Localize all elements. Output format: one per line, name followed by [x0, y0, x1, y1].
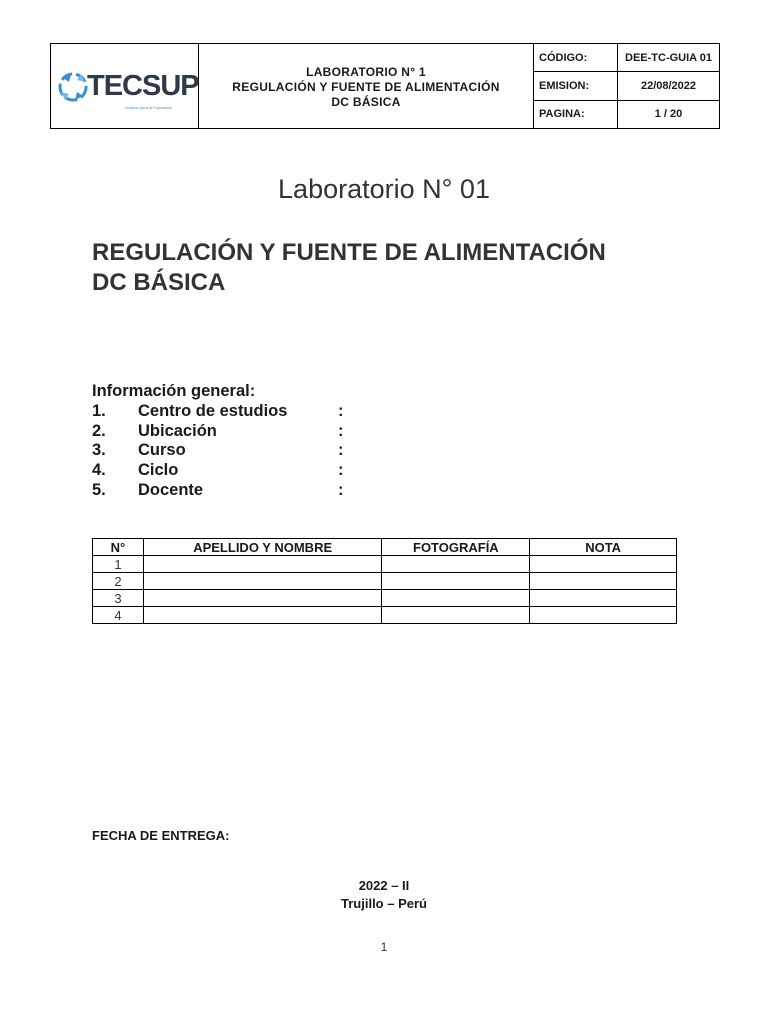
page-number: 1 — [380, 940, 388, 954]
main-title — [92, 238, 692, 298]
info-separator: : — [338, 441, 344, 460]
meta-value: DEE-TC-GUIA 01 — [625, 51, 712, 64]
photo-cell[interactable] — [382, 556, 530, 573]
header-title-line: DC BÁSICA — [331, 94, 401, 109]
column-header: NOTA — [530, 539, 677, 556]
name-cell[interactable] — [143, 556, 382, 573]
info-label: Centro de estudios — [138, 401, 288, 420]
header-meta — [534, 44, 719, 128]
delivery-date-label: FECHA DE ENTREGA: — [92, 828, 230, 843]
info-separator: : — [338, 461, 344, 480]
info-label: Ciclo — [138, 461, 179, 480]
column-header: N° — [93, 539, 144, 556]
name-cell[interactable] — [143, 607, 382, 624]
tecsup-logo-icon — [57, 68, 89, 106]
table-row — [93, 573, 677, 590]
students-table — [92, 538, 677, 624]
meta-label: PAGINA: — [534, 101, 618, 128]
lab-title: Laboratorio N° 01 — [278, 174, 490, 204]
info-number: 5. — [92, 480, 106, 499]
info-separator: : — [338, 480, 344, 499]
meta-label: CÓDIGO: — [534, 44, 618, 71]
info-item — [92, 481, 344, 501]
info-item — [92, 402, 344, 422]
row-number: 3 — [93, 590, 144, 607]
info-number: 2. — [92, 421, 106, 440]
column-header: FOTOGRAFÍA — [382, 539, 530, 556]
photo-cell[interactable] — [382, 590, 530, 607]
table-header-row — [93, 539, 677, 556]
row-number: 2 — [93, 573, 144, 590]
grade-cell[interactable] — [530, 590, 677, 607]
row-number: 4 — [93, 607, 144, 624]
info-separator: : — [338, 401, 344, 420]
logo-text: TECSUP — [87, 70, 199, 102]
header-title-line: LABORATORIO N° 1 — [306, 64, 426, 79]
info-label: Docente — [138, 480, 204, 499]
grade-cell[interactable] — [530, 556, 677, 573]
row-number: 1 — [93, 556, 144, 573]
meta-row-emision — [534, 72, 719, 100]
info-item — [92, 461, 344, 481]
meta-value: 1 / 20 — [654, 108, 683, 121]
info-label: Curso — [138, 441, 186, 460]
info-number: 3. — [92, 441, 106, 460]
info-number: 4. — [92, 461, 106, 480]
info-item — [92, 441, 344, 461]
grade-cell[interactable] — [530, 573, 677, 590]
footer-location: Trujillo – Perú — [341, 896, 427, 911]
table-row — [93, 590, 677, 607]
main-title-line: DC BÁSICA — [92, 269, 226, 296]
document-header — [50, 43, 720, 129]
grade-cell[interactable] — [530, 607, 677, 624]
info-label: Ubicación — [138, 421, 217, 440]
column-header: APELLIDO Y NOMBRE — [143, 539, 382, 556]
info-separator: : — [338, 421, 344, 440]
footer — [0, 877, 768, 913]
meta-row-codigo — [534, 44, 719, 72]
name-cell[interactable] — [143, 573, 382, 590]
info-heading: Información general: — [92, 382, 256, 400]
photo-cell[interactable] — [382, 607, 530, 624]
photo-cell[interactable] — [382, 573, 530, 590]
logo-tagline: Gestión para la Formación — [125, 105, 173, 110]
meta-label: EMISION: — [534, 72, 618, 99]
header-title-line: REGULACIÓN Y FUENTE DE ALIMENTACIÓN — [232, 79, 500, 94]
footer-period: 2022 – II — [358, 878, 410, 893]
info-number: 1. — [92, 401, 106, 420]
header-title — [199, 44, 534, 128]
info-item — [92, 422, 344, 442]
name-cell[interactable] — [143, 590, 382, 607]
table-row — [93, 607, 677, 624]
meta-value: 22/08/2022 — [640, 79, 697, 92]
general-info — [92, 382, 344, 501]
table-row — [93, 556, 677, 573]
meta-row-pagina — [534, 101, 719, 128]
logo-cell — [51, 44, 199, 128]
main-title-line: REGULACIÓN Y FUENTE DE ALIMENTACIÓN — [92, 239, 606, 266]
